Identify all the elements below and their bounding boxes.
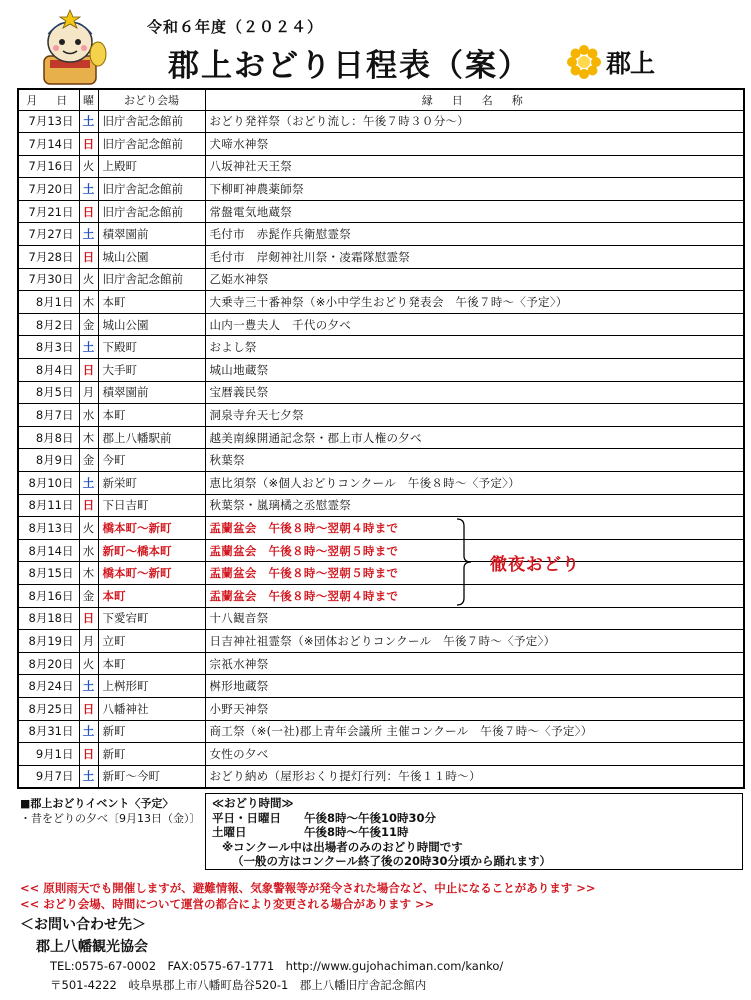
table-row [18, 359, 744, 382]
cell-date: 8月7日 [18, 404, 79, 427]
cell-event: 山内一豊夫人 千代の夕べ [205, 313, 744, 336]
cell-venue: 城山公園 [98, 246, 205, 269]
cell-date: 8月24日 [18, 675, 79, 698]
cell-dow: 金 [79, 313, 98, 336]
cell-venue: 八幡神社 [98, 697, 205, 720]
cell-date: 7月20日 [18, 178, 79, 201]
table-row [18, 200, 744, 223]
contact-phone-line: TEL:0575-67-0002 FAX:0575-67-1771 http://www.gujohachiman.com/kanko/ [50, 959, 504, 973]
saturday-time: 午後8時～午後11時 [304, 825, 409, 839]
cell-dow: 火 [79, 155, 98, 178]
cell-event: 秋葉祭・嵐璃橘之丞慰霊祭 [205, 494, 744, 517]
cell-date: 8月9日 [18, 449, 79, 472]
cell-event: 洞泉寺弁天七夕祭 [205, 404, 744, 427]
cell-date: 8月4日 [18, 359, 79, 382]
schedule-body [18, 110, 744, 788]
table-row [18, 697, 744, 720]
table-row [18, 268, 744, 291]
cell-event: 下柳町神農薬師祭 [205, 178, 744, 201]
cell-event: 城山地蔵祭 [205, 359, 744, 382]
table-row [18, 404, 744, 427]
page-title: 郡上おどり日程表（案） [168, 48, 531, 84]
table-row [18, 426, 744, 449]
cell-event: 宗祇水神祭 [205, 652, 744, 675]
table-row [18, 472, 744, 495]
cell-dow: 土 [79, 336, 98, 359]
notice-change: << おどり会場、時間について運営の都合により変更される場合があります >> [20, 897, 435, 911]
table-row [18, 675, 744, 698]
cell-date: 8月13日 [18, 517, 79, 540]
table-row [18, 765, 744, 788]
table-row [18, 607, 744, 630]
cell-venue: 本町 [98, 404, 205, 427]
cell-event: 宝暦義民祭 [205, 381, 744, 404]
cell-venue: 郡上八幡駅前 [98, 426, 205, 449]
table-row [18, 562, 744, 585]
saturday-label: 土曜日 [212, 825, 247, 839]
cell-venue: 旧庁舎記念館前 [98, 110, 205, 133]
cell-venue: 旧庁舎記念館前 [98, 133, 205, 156]
dance-hours-note1: ※コンクール中は出場者のみのおどり時間です [222, 839, 463, 854]
cell-event: 商工祭（※(一社)郡上青年会議所 主催コンクール 午後７時～〈予定〉） [205, 720, 744, 743]
cell-date: 8月31日 [18, 720, 79, 743]
schedule-table [17, 88, 745, 789]
events-info-title: ■郡上おどりイベント〈予定〉 [20, 797, 174, 810]
cell-venue: 本町 [98, 652, 205, 675]
cell-dow: 土 [79, 720, 98, 743]
cell-dow: 土 [79, 765, 98, 788]
cell-date: 7月14日 [18, 133, 79, 156]
cell-dow: 日 [79, 359, 98, 382]
cell-venue: 橋本町～新町 [98, 562, 205, 585]
cell-dow: 土 [79, 223, 98, 246]
cell-venue: 旧庁舎記念館前 [98, 178, 205, 201]
cell-date: 8月10日 [18, 472, 79, 495]
table-row [18, 246, 744, 269]
table-row [18, 291, 744, 314]
cell-dow: 月 [79, 381, 98, 404]
cell-dow: 水 [79, 539, 98, 562]
contact-address: 〒501-4222 岐阜県郡上市八幡町島谷520-1 郡上八幡旧庁舎記念館内 [50, 978, 427, 992]
cell-date: 7月16日 [18, 155, 79, 178]
cell-event: 常盤電気地蔵祭 [205, 200, 744, 223]
cell-event: 盂蘭盆会 午後８時～翌朝５時まで [205, 562, 744, 585]
cell-dow: 木 [79, 291, 98, 314]
cell-event: 越美南線開通記念祭・郡上市人権の夕べ [205, 426, 744, 449]
cell-dow: 日 [79, 494, 98, 517]
cell-date: 8月15日 [18, 562, 79, 585]
cell-dow: 土 [79, 675, 98, 698]
cell-date: 7月30日 [18, 268, 79, 291]
sun-flower-logo-icon [566, 44, 602, 80]
cell-dow: 金 [79, 449, 98, 472]
cell-event: 十八観音祭 [205, 607, 744, 630]
cell-venue: 新町～橋本町 [98, 539, 205, 562]
cell-dow: 日 [79, 246, 98, 269]
cell-dow: 金 [79, 584, 98, 607]
dance-hours-title: ≪おどり時間≫ [212, 796, 294, 810]
header-venue: おどり会場 [98, 89, 205, 110]
cell-event: 乙姫水神祭 [205, 268, 744, 291]
cell-date: 8月3日 [18, 336, 79, 359]
cell-venue: 今町 [98, 449, 205, 472]
cell-venue: 新栄町 [98, 472, 205, 495]
all-night-label: 徹夜おどり [490, 555, 580, 575]
cell-event: 桝形地蔵祭 [205, 675, 744, 698]
table-row [18, 336, 744, 359]
contact-title: ＜お問い合わせ先＞ [20, 917, 146, 933]
table-row [18, 381, 744, 404]
cell-venue: 本町 [98, 291, 205, 314]
contact-org: 郡上八幡観光協会 [36, 939, 148, 955]
cell-venue: 旧庁舎記念館前 [98, 200, 205, 223]
all-night-bracket [456, 518, 472, 606]
table-row [18, 652, 744, 675]
gujo-logo [566, 44, 676, 80]
table-row [18, 539, 744, 562]
cell-dow: 日 [79, 200, 98, 223]
cell-date: 8月19日 [18, 630, 79, 653]
cell-venue: 旧庁舎記念館前 [98, 268, 205, 291]
cell-dow: 日 [79, 607, 98, 630]
cell-dow: 火 [79, 517, 98, 540]
table-row [18, 494, 744, 517]
dance-hours-note2: （一般の方はコンクール終了後の20時30分頃から踊れます） [232, 854, 552, 868]
saturday-hours [212, 825, 736, 840]
table-row [18, 155, 744, 178]
cell-dow: 日 [79, 697, 98, 720]
dance-hours-box [205, 793, 743, 870]
table-row [18, 720, 744, 743]
cell-dow: 木 [79, 426, 98, 449]
weekday-hours [212, 811, 736, 826]
cell-event: 盂蘭盆会 午後８時～翌朝４時まで [205, 584, 744, 607]
page-subtitle: 令和６年度（２０２４） [147, 18, 324, 36]
cell-venue: 下愛宕町 [98, 607, 205, 630]
cell-venue: 橋本町～新町 [98, 517, 205, 540]
cell-date: 7月13日 [18, 110, 79, 133]
dancer-mascot-icon [30, 8, 110, 88]
cell-dow: 水 [79, 404, 98, 427]
events-info [20, 796, 201, 826]
logo-text: 郡上 [606, 49, 655, 78]
cell-date: 8月20日 [18, 652, 79, 675]
cell-event: 秋葉祭 [205, 449, 744, 472]
table-row [18, 517, 744, 540]
weekday-label: 平日・日曜日 [212, 810, 281, 825]
cell-date: 8月2日 [18, 313, 79, 336]
cell-dow: 日 [79, 133, 98, 156]
table-row [18, 313, 744, 336]
cell-event: 毛付市 岸剱神社川祭・凌霜隊慰霊祭 [205, 246, 744, 269]
cell-venue: 上殿町 [98, 155, 205, 178]
cell-event: 恵比須祭（※個人おどりコンクール 午後８時～〈予定〉） [205, 472, 744, 495]
cell-event: 犬啼水神祭 [205, 133, 744, 156]
cell-dow: 火 [79, 268, 98, 291]
cell-dow: 土 [79, 472, 98, 495]
table-row [18, 743, 744, 766]
cell-event: 毛付市 赤髭作兵衛慰霊祭 [205, 223, 744, 246]
page-header [0, 0, 751, 88]
table-row [18, 110, 744, 133]
cell-venue: 新町 [98, 720, 205, 743]
cell-date: 9月1日 [18, 743, 79, 766]
weekday-time: 午後8時～午後10時30分 [304, 810, 437, 825]
cell-venue: 積翠園前 [98, 381, 205, 404]
cell-date: 8月1日 [18, 291, 79, 314]
cell-date: 7月27日 [18, 223, 79, 246]
table-row [18, 178, 744, 201]
cell-event: 八坂神社天王祭 [205, 155, 744, 178]
cell-venue: 大手町 [98, 359, 205, 382]
cell-event: 女性の夕べ [205, 743, 744, 766]
cell-event: おどり発祥祭（おどり流し：午後７時３０分～） [205, 110, 744, 133]
cell-event: およし祭 [205, 336, 744, 359]
cell-venue: 城山公園 [98, 313, 205, 336]
table-row [18, 630, 744, 653]
cell-date: 8月16日 [18, 584, 79, 607]
cell-date: 8月5日 [18, 381, 79, 404]
cell-date: 8月8日 [18, 426, 79, 449]
cell-venue: 下日吉町 [98, 494, 205, 517]
cell-event: 盂蘭盆会 午後８時～翌朝５時まで [205, 539, 744, 562]
cell-venue: 本町 [98, 584, 205, 607]
cell-event: 大乗寺三十番神祭（※小中学生おどり発表会 午後７時～〈予定〉） [205, 291, 744, 314]
cell-date: 8月18日 [18, 607, 79, 630]
header-dow: 曜 [79, 89, 98, 110]
notice-rain: << 原則雨天でも開催しますが、避難情報、気象警報等が発令された場合など、中止になることがあります >> [20, 881, 596, 895]
cell-venue: 積翠園前 [98, 223, 205, 246]
cell-dow: 日 [79, 743, 98, 766]
table-header-row [18, 89, 744, 110]
cell-venue: 上桝形町 [98, 675, 205, 698]
cell-event: 盂蘭盆会 午後８時～翌朝４時まで [205, 517, 744, 540]
cell-venue: 新町 [98, 743, 205, 766]
cell-dow: 月 [79, 630, 98, 653]
table-row [18, 449, 744, 472]
cell-dow: 木 [79, 562, 98, 585]
cell-event: 日吉神社祖霊祭（※団体おどりコンクール 午後７時～〈予定〉） [205, 630, 744, 653]
table-row [18, 133, 744, 156]
cell-date: 8月11日 [18, 494, 79, 517]
header-date: 月 日 [18, 89, 79, 110]
cell-venue: 立町 [98, 630, 205, 653]
cell-date: 7月21日 [18, 200, 79, 223]
cell-dow: 火 [79, 652, 98, 675]
cell-event: おどり納め（屋形おくり提灯行列：午後１１時～） [205, 765, 744, 788]
events-info-item: ・昔をどりの夕べ〔9月13日（金）〕 [20, 812, 201, 825]
cell-date: 8月25日 [18, 697, 79, 720]
cell-date: 8月14日 [18, 539, 79, 562]
cell-dow: 土 [79, 178, 98, 201]
cell-date: 7月28日 [18, 246, 79, 269]
cell-venue: 新町～今町 [98, 765, 205, 788]
table-row [18, 584, 744, 607]
cell-date: 9月7日 [18, 765, 79, 788]
cell-event: 小野天神祭 [205, 697, 744, 720]
cell-venue: 下殿町 [98, 336, 205, 359]
cell-dow: 土 [79, 110, 98, 133]
table-row [18, 223, 744, 246]
header-event: 縁 日 名 称 [205, 89, 744, 110]
